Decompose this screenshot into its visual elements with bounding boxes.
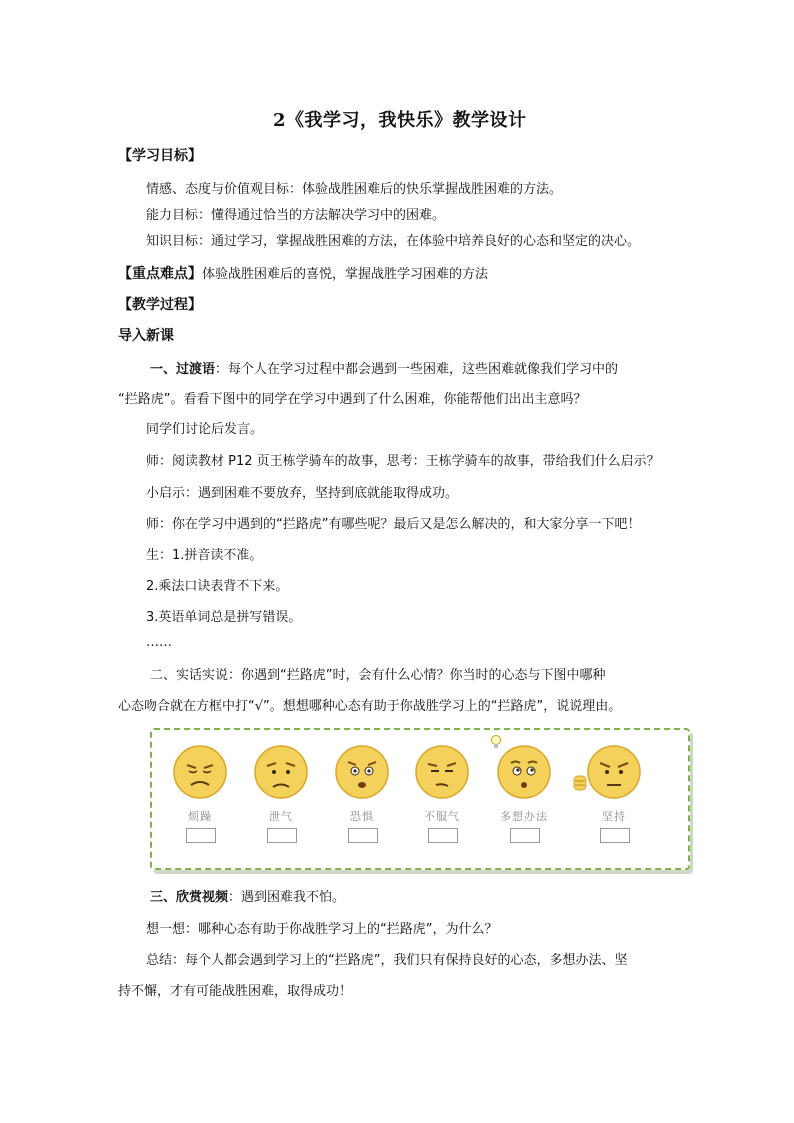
section3-line: 三、欣赏视频：遇到困难我不怕。 [150,890,346,905]
goal-knowledge: 知识目标：通过学习，掌握战胜困难的方法，在体验中培养良好的心态和坚定的决心。 [146,234,641,249]
hint-line: 小启示：遇到困难不要放弃，坚持到底就能取得成功。 [146,486,459,501]
keypoints-line [118,263,488,283]
goals-heading: 【学习目标】 [118,148,202,164]
persistent-face-icon [586,744,642,800]
teacher-question-2: 师：你在学习中遇到的“拦路虎”有哪些呢？最后又是怎么解决的，和大家分享一下吧！ [146,517,641,532]
section3-label: 三、欣赏视频 [150,890,229,905]
process-heading: 【教学过程】 [118,297,202,313]
face-label-1: 烦躁 [188,810,212,823]
face-checkbox-5[interactable] [510,828,540,843]
section2-line2: 心态吻合就在方框中打“√”。想想哪种心态有助于你战胜学习上的“拦路虎”，说说理由。 [118,699,622,714]
face-checkbox-3[interactable] [348,828,378,843]
summary-line-2: 持不懈，才有可能战胜困难，取得成功！ [118,984,353,999]
section1-line2: “拦路虎”。看看下图中的同学在学习中遇到了什么困难，你能帮他们出出主意吗？ [118,392,587,407]
teacher-question-1: 师：阅读教材 P12 页王栋学骑车的故事，思考：王栋学骑车的故事，带给我们什么启示？ [146,454,660,469]
fearful-face-icon [334,744,390,800]
thinking-face-icon [496,744,552,800]
student-answer-1: 生：1.拼音读不准。 [146,548,263,563]
section1-label: 一、过渡语 [150,362,216,377]
section1-line1: 一、过渡语：每个人在学习过程中都会遇到一些困难，这些困难就像我们学习中的 [150,362,619,377]
face-label-3: 恐惧 [350,810,374,823]
keypoints-heading: 【重点难点】 [118,266,202,282]
student-answer-2: 2.乘法口诀表背不下来。 [146,579,289,594]
think-line: 想一想：哪种心态有助于你战胜学习上的“拦路虎”，为什么？ [146,922,498,937]
discuss-line: 同学们讨论后发言。 [146,422,264,437]
student-answer-3: 3.英语单词总是拼写错误。 [146,610,302,625]
face-label-2: 泄气 [269,810,293,823]
page-title: 2《我学习，我快乐》教学设计 [273,110,527,131]
face-label-5: 多想办法 [500,810,548,823]
goal-affective: 情感、态度与价值观目标：体验战胜困难后的快乐掌握战胜困难的方法。 [146,182,563,197]
face-checkbox-1[interactable] [186,828,216,843]
face-label-4: 不服气 [424,810,460,823]
summary-line-1: 总结：每个人都会遇到学习上的“拦路虎”，我们只有保持良好的心态，多想办法、坚 [146,953,628,968]
intro-heading: 导入新课 [118,328,174,344]
face-label-6: 坚持 [602,810,626,823]
emotion-faces-figure [150,728,690,870]
section2-line1: 二、实话实说：你遇到“拦路虎”时，会有什么心情？你当时的心态与下图中哪种 [150,668,606,683]
face-checkbox-4[interactable] [428,828,458,843]
keypoints-text: 体验战胜困难后的喜悦，掌握战胜学习困难的方法 [202,267,489,282]
face-checkbox-2[interactable] [267,828,297,843]
fist-icon [572,774,588,792]
goal-ability: 能力目标：懂得通过恰当的方法解决学习中的困难。 [146,208,446,223]
defiant-face-icon [414,744,470,800]
ellipsis: …… [146,635,172,650]
irritated-face-icon [172,744,228,800]
discouraged-face-icon [253,744,309,800]
face-checkbox-6[interactable] [600,828,630,843]
